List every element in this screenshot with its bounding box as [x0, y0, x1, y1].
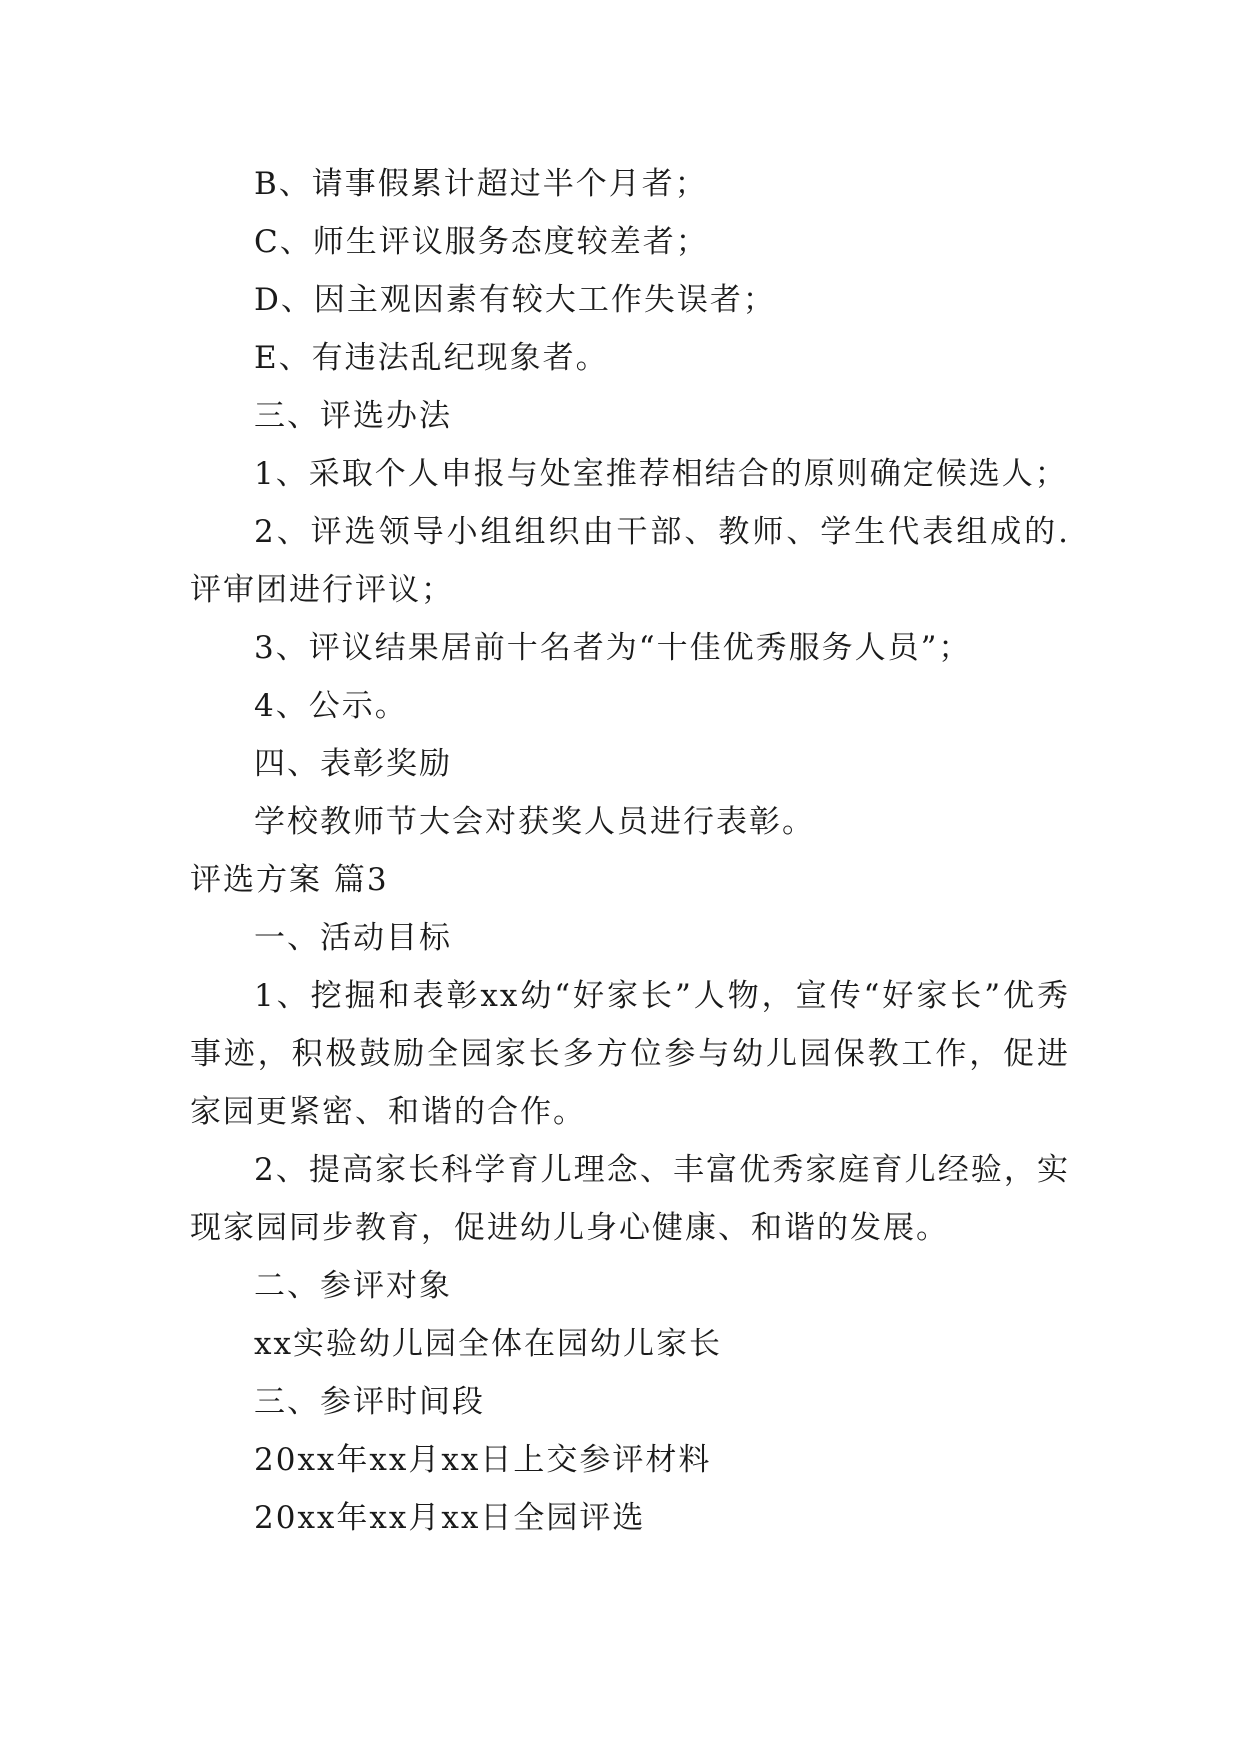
paragraph-goal-1: 1、挖掘和表彰xx幼“好家长”人物，宣传“好家长”优秀事迹，积极鼓励全园家长多方位参与幼儿园保教工作，促进家园更紧密、和谐的合作。: [190, 978, 1070, 1130]
document-body: [190, 155, 1070, 1547]
text-participants: xx实验幼儿园全体在园幼儿家长: [254, 1326, 722, 1362]
heading-awards: 四、表彰奖励: [254, 746, 452, 782]
heading-selection-method: 三、评选办法: [254, 398, 452, 434]
text-line-d: D、因主观因素有较大工作失误者；: [254, 282, 776, 318]
section-title: 评选方案 篇3: [190, 862, 389, 898]
text-line-e: E、有违法乱纪现象者。: [254, 340, 609, 376]
text-time-submit: 20xx年xx月xx日上交参评材料: [254, 1442, 712, 1478]
text-method-1: 1、采取个人申报与处室推荐相结合的原则确定候选人；: [254, 456, 1068, 492]
text-awards: 学校教师节大会对获奖人员进行表彰。: [254, 804, 815, 840]
heading-time-period: 三、参评时间段: [254, 1384, 485, 1420]
paragraph-method-2: 2、评选领导小组组织由干部、教师、学生代表组成的.评审团进行评议；: [190, 514, 1070, 608]
paragraph-goal-2: 2、提高家长科学育儿理念、丰富优秀家庭育儿经验，实现家园同步教育，促进幼儿身心健康、和谐的发展。: [190, 1152, 1070, 1246]
heading-participants: 二、参评对象: [254, 1268, 452, 1304]
text-method-3: 3、评议结果居前十名者为“十佳优秀服务人员”；: [254, 630, 972, 666]
text-time-selection: 20xx年xx月xx日全园评选: [254, 1500, 646, 1536]
text-line-b: B、请事假累计超过半个月者；: [254, 166, 708, 202]
heading-activity-goals: 一、活动目标: [254, 920, 452, 956]
text-line-c: C、师生评议服务态度较差者；: [254, 224, 709, 260]
text-method-4: 4、公示。: [254, 688, 408, 724]
